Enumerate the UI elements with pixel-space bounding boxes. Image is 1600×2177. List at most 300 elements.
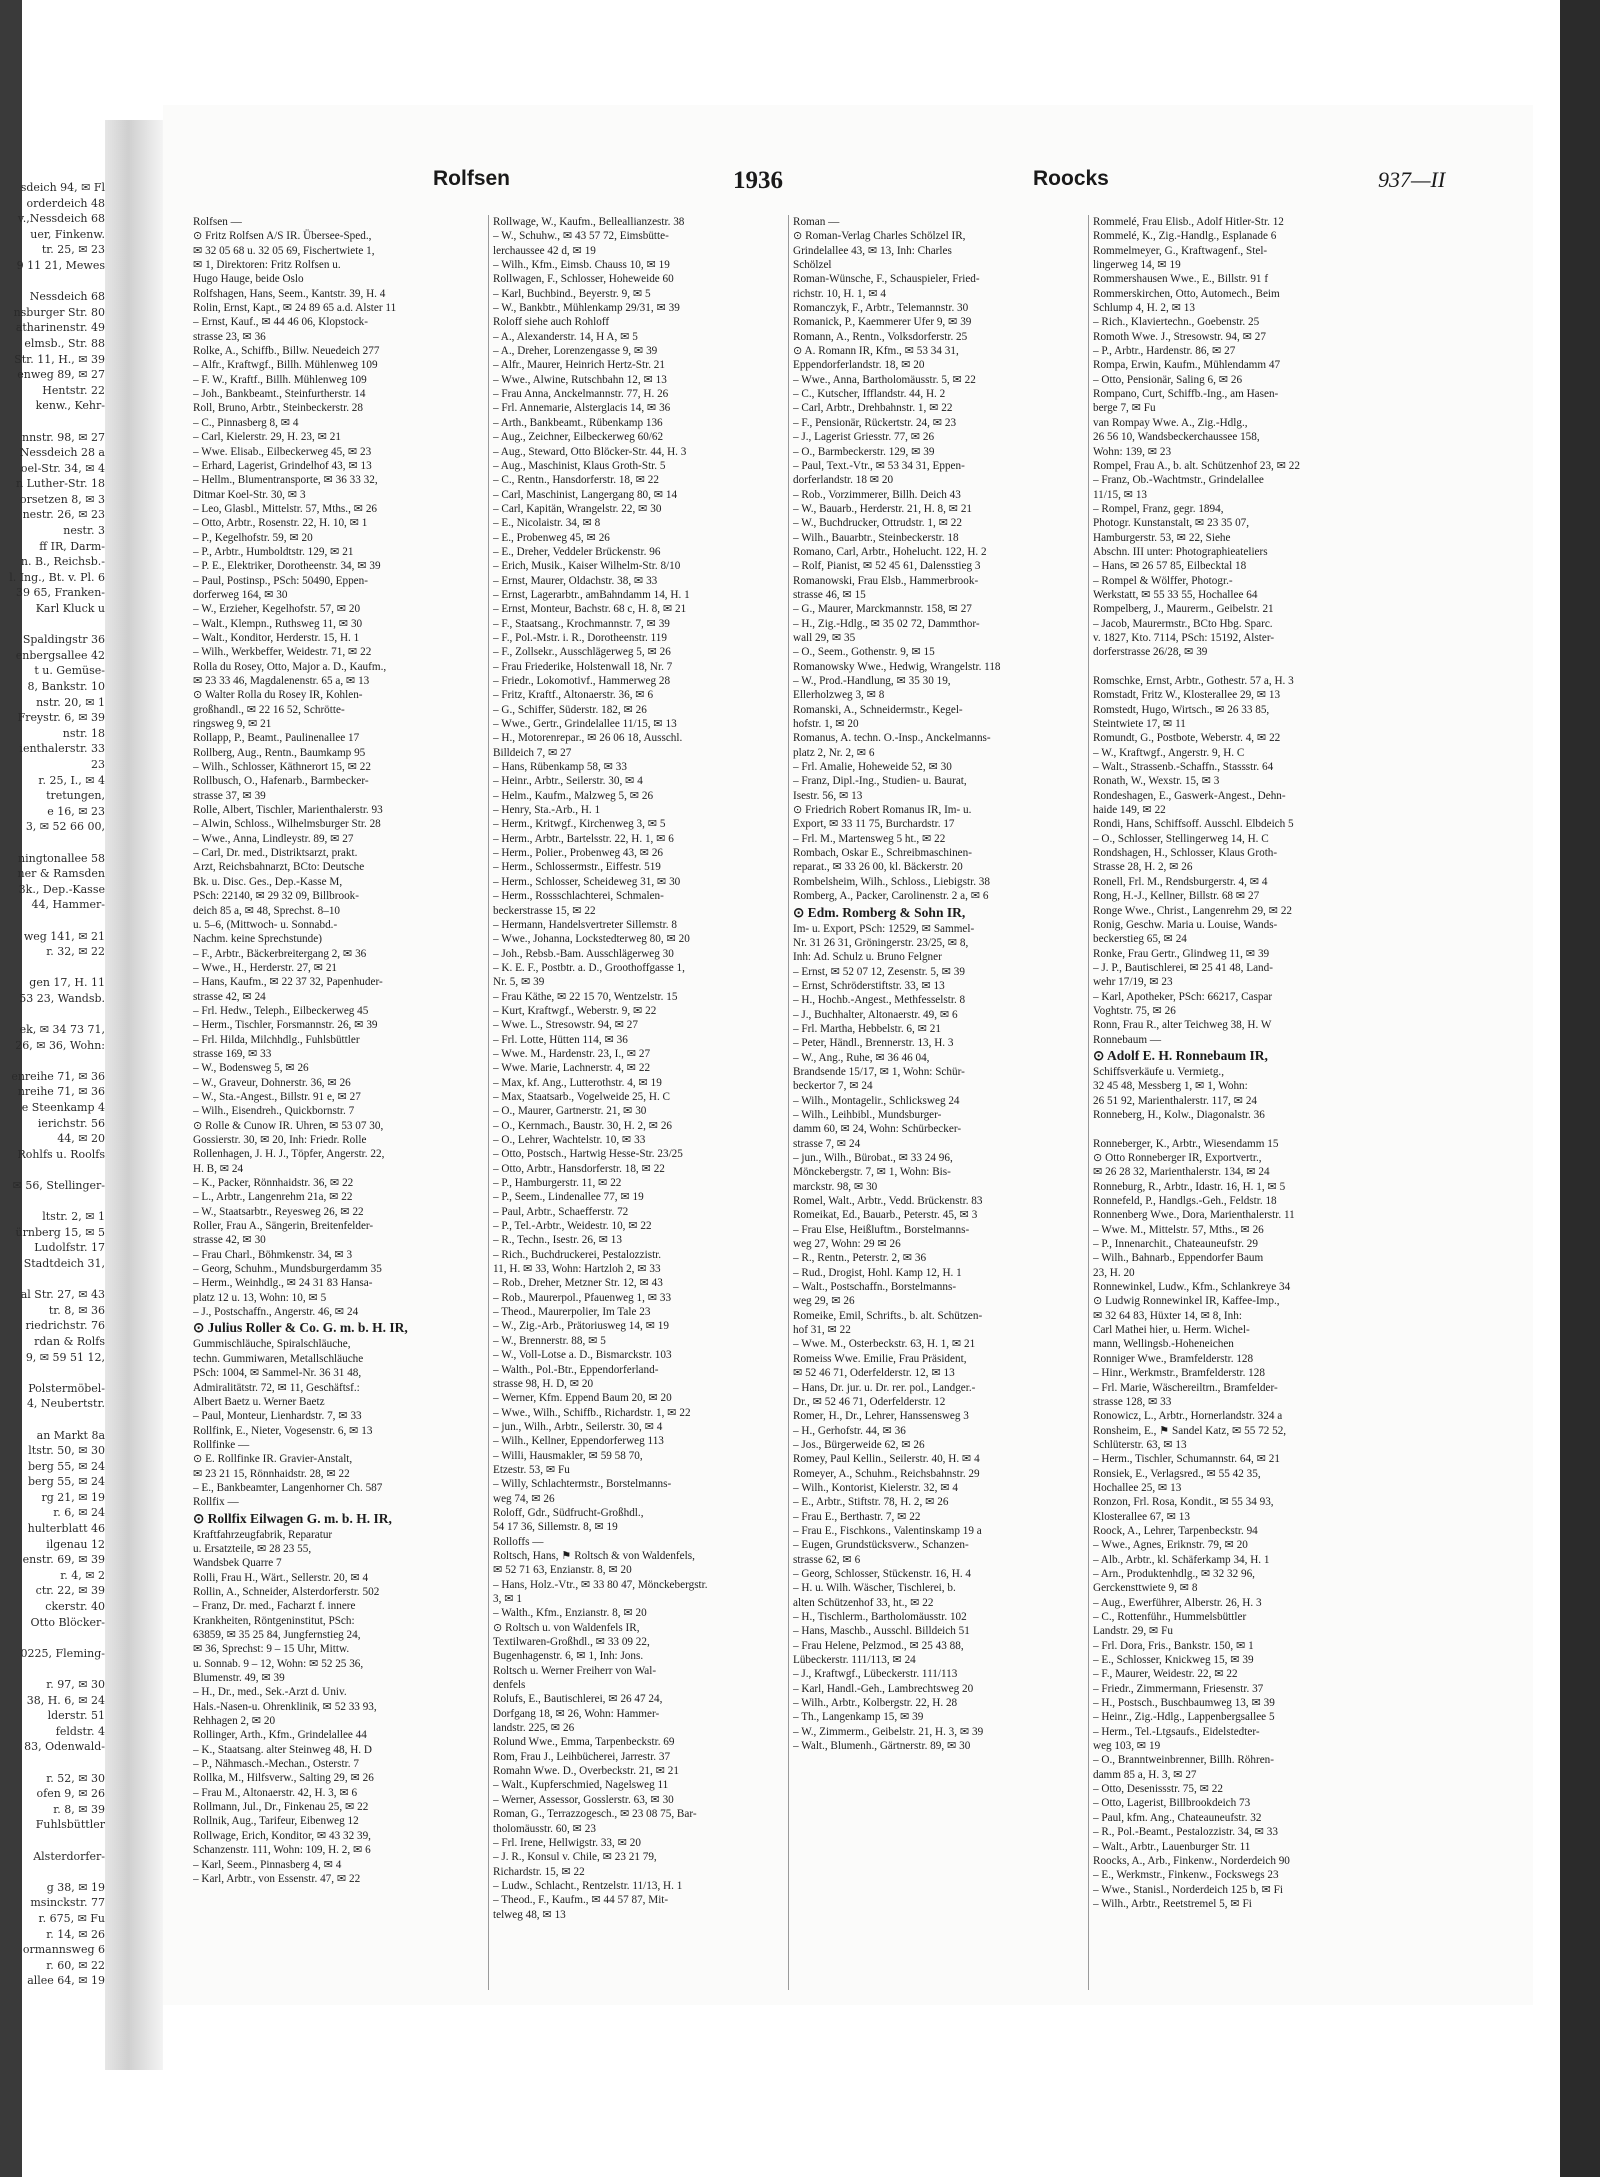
directory-entry-line: – Rolf, Pianist, ✉ 52 45 61, Dalensstieg 3 — [793, 560, 981, 573]
directory-entry-line: – Jos., Bürgerweide 62, ✉ 26 — [793, 1438, 925, 1451]
directory-entry-line: – K. E. F., Postbtr. a. D., Groothoffgasse 1, — [493, 961, 685, 974]
directory-entry-line: 26 56 10, Wandsbeckerchaussee 158, — [1093, 431, 1260, 444]
directory-entry-line: – L., Arbtr., Langenrehm 21a, ✉ 22 — [193, 1191, 353, 1204]
directory-entry-line: weg 27, Wohn: 29 ✉ 26 — [793, 1238, 901, 1251]
directory-entry-line: Nr. 5, ✉ 39 — [493, 976, 545, 989]
directory-entry-line: Rollfink, E., Nieter, Vogesenstr. 6, ✉ 13 — [193, 1424, 373, 1437]
directory-entry-line: marckstr. 98, ✉ 30 — [793, 1180, 878, 1193]
previous-page-fragment: uer, Finkenw. — [30, 227, 105, 241]
directory-entry-line: – Hans, Holz.-Vtr., ✉ 33 80 47, Mönckebergstr. — [493, 1578, 708, 1591]
directory-entry-line: wall 29, ✉ 35 — [793, 631, 856, 644]
directory-entry-line: Ronnebaum — — [1093, 1033, 1162, 1046]
directory-entry-line: – P., Nähmasch.-Mechan., Osterstr. 7 — [193, 1758, 359, 1771]
previous-page-fragment: 38, H. 6, ✉ 24 — [26, 1693, 105, 1707]
directory-entry-line: – Helm., Kaufm., Malzweg 5, ✉ 26 — [493, 789, 654, 802]
directory-entry-line: Rolloffs — — [493, 1535, 544, 1548]
directory-entry-line: Gummischläuche, Spiralschläuche, — [193, 1338, 351, 1351]
directory-entry-line: Romstedt, Hugo, Wirtsch., ✉ 26 33 85, — [1093, 703, 1270, 716]
directory-entry-line: Roman, G., Terrazzogesch., ✉ 23 08 75, Bar- — [493, 1808, 697, 1821]
directory-entry-line: ⊙ Ludwig Ronnewinkel IR, Kaffee-Imp., — [1093, 1295, 1280, 1308]
directory-entry-line: – Max, kf. Ang., Lutterothstr. 4, ✉ 19 — [493, 1076, 662, 1089]
directory-entry-line: – O., Maurer, Gartnerstr. 21, ✉ 30 — [493, 1105, 647, 1118]
directory-entry-line: – Carl, Kielerstr. 29, H. 23, ✉ 21 — [193, 431, 341, 444]
directory-entry-line: Roloff, Gdr., Südfrucht-Großhdl., — [493, 1506, 644, 1519]
directory-entry-line: – Wwe., Wilh., Schiffb., Richardstr. 1, ✉ 22 — [493, 1406, 691, 1419]
directory-entry-line: – Wilh., Bahnarb., Eppendorfer Baum — [1093, 1252, 1264, 1265]
directory-entry-line: – F., Staatsang., Krochmannstr. 7, ✉ 39 — [493, 617, 670, 630]
directory-column-4 — [1093, 215, 1385, 1990]
directory-entry-line: Rom, Frau J., Leihbücherei, Jarrestr. 37 — [493, 1750, 671, 1763]
directory-entry-line: – K., Staatsang. alter Steinweg 48, H. D — [193, 1743, 372, 1756]
directory-entry-line: – F., Pensionär, Rückertstr. 24, ✉ 23 — [793, 416, 957, 429]
directory-entry-line: Bk. u. Disc. Ges., Dep.-Kasse M, — [193, 875, 343, 888]
directory-entry-line: – Herm., Schlosser, Scheideweg 31, ✉ 30 — [493, 875, 681, 888]
directory-entry-line: 26 51 92, Marienthalerstr. 117, ✉ 24 — [1093, 1094, 1258, 1107]
directory-entry-line: – Heinr., Zig.-Hdlg., Lappenbergsallee 5 — [1093, 1711, 1275, 1724]
directory-entry-line: großhandl., ✉ 22 16 52, Schrötte- — [193, 703, 345, 716]
directory-entry-line: – J., Lagerist Griesstr. 77, ✉ 26 — [793, 431, 935, 444]
previous-page-fragment: Str. 11, H., ✉ 39 — [14, 352, 105, 366]
directory-entry-line: – P., Arbtr., Humboldtstr. 129, ✉ 21 — [193, 545, 354, 558]
directory-entry-line: Romeyer, A., Schuhm., Reichsbahnstr. 29 — [793, 1467, 980, 1480]
previous-page-fragment: riedrichstr. 76 — [25, 1319, 105, 1333]
directory-entry-line: Ronath, W., Wexstr. 15, ✉ 3 — [1093, 775, 1220, 788]
directory-entry-line: platz 2, Nr. 2, ✉ 6 — [793, 746, 875, 759]
directory-entry-line: Rollbusch, O., Hafenarb., Barmbecker- — [193, 775, 369, 788]
directory-entry-line: Romer, H., Dr., Lehrer, Hanssensweg 3 — [793, 1410, 969, 1423]
directory-entry-line: – Hinr., Werkmstr., Bramfelderstr. 128 — [1093, 1367, 1265, 1380]
previous-page-fragment: enbergsallee 42 — [15, 648, 105, 662]
previous-page-fragment: r. 32, ✉ 22 — [46, 945, 105, 959]
directory-entry-line: – Ludw., Schlacht., Rentzelstr. 11/13, H. 1 — [493, 1879, 683, 1892]
directory-column-1 — [193, 215, 485, 1990]
directory-entry-line: Rompa, Erwin, Kaufm., Mühlendamm 47 — [1093, 359, 1281, 372]
directory-entry-line: Rehhagen 2, ✉ 20 — [193, 1715, 276, 1728]
directory-entry-line: – Karl, Seem., Pinnasberg 4, ✉ 4 — [193, 1858, 342, 1871]
directory-entry-line: – H., Zig.-Hdlg., ✉ 35 02 72, Dammthor- — [793, 617, 980, 630]
previous-page-fragment — [0, 1365, 105, 1381]
directory-entry-line: – W., Zimmerm., Geibelstr. 21, H. 3, ✉ 39 — [793, 1725, 984, 1738]
directory-entry-line: Ronsheim, E., ⚑ Sandel Katz, ✉ 55 72 52, — [1093, 1424, 1287, 1437]
directory-entry-line: – Paul, kfm. Ang., Chateauneufstr. 32 — [1093, 1811, 1262, 1824]
directory-entry-line: Ronell, Frl. M., Rendsburgerstr. 4, ✉ 4 — [1093, 875, 1268, 888]
directory-entry-line: – Frau Friederike, Holstenwall 18, Nr. 7 — [493, 660, 673, 673]
directory-entry-line: – O., Barmbeckerstr. 129, ✉ 39 — [793, 445, 935, 458]
directory-entry-line: 32 45 48, Messberg 1, ✉ 1, Wohn: — [1093, 1080, 1248, 1093]
previous-page-fragment: n Luther-Str. 18 — [16, 477, 105, 491]
directory-entry-line: ⊙ Roman-Verlag Charles Schölzel IR, — [793, 230, 966, 243]
previous-page-fragment — [0, 1194, 105, 1210]
directory-entry-line: – Ernst, Lagerarbtr., amBahndamm 14, H. 1 — [493, 588, 690, 601]
previous-page-fragment: ilgenau 12 — [46, 1537, 105, 1551]
directory-entry-line: Wandsbek Quarre 7 — [193, 1557, 282, 1570]
directory-entry-line: damm 60, ✉ 24, Wohn: Schürbecker- — [793, 1123, 962, 1136]
directory-entry-line: – Alb., Arbtr., kl. Schäferkamp 34, H. 1 — [1093, 1553, 1270, 1566]
directory-entry-line: 11/15, ✉ 13 — [1093, 488, 1148, 501]
directory-entry-line: Rolke, A., Schiffb., Billw. Neuedeich 277 — [193, 345, 380, 358]
directory-entry-line: ⊙ Roltsch u. von Waldenfels IR, — [493, 1621, 640, 1634]
directory-entry-line: alten Schützenhof 33, ht., ✉ 22 — [793, 1596, 934, 1609]
previous-page-fragment: ek, ✉ 34 73 71, — [19, 1023, 105, 1037]
previous-page-fragment: Freystr. 6, ✉ 39 — [17, 711, 105, 725]
directory-entry-line: – O., Kernmach., Baustr. 30, H. 2, ✉ 26 — [493, 1119, 673, 1132]
directory-entry-line: – Carl, Dr. med., Distriktsarzt, prakt. — [193, 847, 358, 860]
directory-entry-line: – Herm., Rossschlachterei, Schmalen- — [493, 890, 664, 903]
directory-entry-line: Rollnik, Aug., Tarifeur, Eibenweg 12 — [193, 1815, 359, 1828]
directory-entry-line: – W., Graveur, Dohnerstr. 36, ✉ 26 — [193, 1076, 351, 1089]
directory-entry-line: – C., Pinnasberg 8, ✉ 4 — [193, 416, 299, 429]
directory-entry-line: – J. R., Konsul v. Chile, ✉ 23 21 79, — [493, 1851, 657, 1864]
previous-page-fragment: ormannsweg 6 — [22, 1943, 105, 1957]
directory-entry-line: – H., Dr., med., Sek.-Arzt d. Univ. — [193, 1686, 347, 1699]
directory-entry-line: beckerstieg 65, ✉ 24 — [1093, 933, 1187, 946]
directory-entry-line: lingerweg 14, ✉ 19 — [1093, 259, 1181, 272]
directory-entry-line: ✉ 52 46 71, Oderfelderstr. 12, ✉ 13 — [793, 1367, 955, 1380]
previous-page-fragment: r. 52, ✉ 30 — [46, 1771, 105, 1785]
directory-entry-line: – Wwe. M., Hardenstr. 23, I., ✉ 27 — [493, 1047, 651, 1060]
directory-entry-line: – Rob., Vorzimmerer, Billh. Deich 43 — [793, 488, 961, 501]
directory-entry-line: Ronzon, Frl. Rosa, Kondit., ✉ 55 34 93, — [1093, 1496, 1274, 1509]
column-divider — [788, 215, 789, 1990]
directory-entry-line: – Frau Anna, Anckelmannstr. 77, H. 26 — [493, 388, 669, 401]
directory-entry-line: – Rud., Drogist, Hohl. Kamp 12, H. 1 — [793, 1266, 962, 1279]
book-gutter — [105, 120, 163, 2070]
directory-entry-line: Rombelsheim, Wilh., Schloss., Liebigstr. 38 — [793, 875, 990, 888]
previous-page-fragment: ner & Ramsden — [17, 867, 105, 881]
directory-entry-line: Ellerholzweg 3, ✉ 8 — [793, 689, 885, 702]
previous-page-fragment: 26, ✉ 36, Wohn: — [15, 1038, 105, 1052]
directory-entry-line: – W., Bodensweg 5, ✉ 26 — [193, 1062, 309, 1075]
directory-entry-line: – Wwe. Marie, Lachnerstr. 4, ✉ 22 — [493, 1062, 651, 1075]
directory-entry-line: – Hans, Maschb., Ausschl. Billdeich 51 — [793, 1625, 970, 1638]
directory-entry-line: Rollapp, P., Beamt., Paulinenallee 17 — [193, 732, 360, 745]
previous-page-fragment — [0, 1272, 105, 1288]
previous-page-fragment: enweg 89, ✉ 27 — [17, 368, 105, 382]
directory-entry-line — [1093, 660, 1385, 674]
directory-entry-line: – Frau E., Berthastr. 7, ✉ 22 — [793, 1510, 921, 1523]
directory-entry-line: Romanick, P., Kaemmerer Ufer 9, ✉ 39 — [793, 316, 972, 329]
directory-column-3 — [793, 215, 1085, 1990]
directory-entry-line: lerchaussee 42 d, ✉ 19 — [493, 244, 596, 257]
directory-entry-line: platz 12 u. 13, Wohn: 10, ✉ 5 — [193, 1291, 327, 1304]
previous-page-fragment: 9 11 21, Mewes — [16, 258, 105, 272]
directory-entry-line: ✉ 26 28 32, Marienthalerstr. 134, ✉ 24 — [1093, 1166, 1270, 1179]
directory-entry-line: Ronowicz, L., Arbtr., Hornerlandstr. 324 a — [1093, 1410, 1283, 1423]
directory-entry-line: Werkstatt, ✉ 55 33 55, Hochallee 64 — [1093, 588, 1258, 601]
directory-entry-line: – Herm., Tischler, Forsmannstr. 26, ✉ 39 — [193, 1019, 378, 1032]
directory-entry-line: – E., Arbtr., Stiftstr. 78, H. 2, ✉ 26 — [793, 1496, 949, 1509]
previous-page-fragment: 8, Bankstr. 10 — [27, 680, 105, 693]
directory-entry-line: – Aug., Maschinist, Klaus Groth-Str. 5 — [493, 459, 666, 472]
previous-page-fragment: ltstr. 50, ✉ 30 — [28, 1444, 105, 1458]
directory-entry-line: – O., Schlosser, Stellingerweg 14, H. C — [1093, 832, 1269, 845]
directory-entry-line: Ronneberger, K., Arbtr., Wiesendamm 15 — [1093, 1137, 1279, 1150]
directory-entry-line: – R., Techn., Isestr. 26, ✉ 13 — [493, 1234, 622, 1247]
previous-page-fragment: 39 65, Franken- — [16, 586, 105, 600]
directory-entry-line: – Otto, Postsch., Hartwig Hesse-Str. 23/25 — [493, 1148, 683, 1161]
directory-entry-line: Krankheiten, Röntgeninstitut, PSch: — [193, 1614, 355, 1627]
directory-entry-line: – Heinr., Arbtr., Seilerstr. 30, ✉ 4 — [493, 775, 643, 788]
directory-entry-line: ⊙ A. Romann IR, Kfm., ✉ 53 34 31, — [793, 345, 959, 358]
directory-entry-line: – W., Brennerstr. 88, ✉ 5 — [493, 1334, 606, 1347]
directory-entry-line: beckertor 7, ✉ 24 — [793, 1080, 873, 1093]
directory-entry-line: Romberg, A., Packer, Carolinenstr. 2 a, ✉ 6 — [793, 890, 989, 903]
directory-entry-line: – Wwe., Agnes, Eriknstr. 79, ✉ 20 — [1093, 1539, 1248, 1552]
directory-entry-line: – E., Schlosser, Knickweg 15, ✉ 39 — [1093, 1654, 1254, 1667]
directory-entry-line: – Frl. Marie, Wäschereiltrn., Bramfelder- — [1093, 1381, 1278, 1394]
directory-entry-line: Rollinger, Arth., Kfm., Grindelallee 44 — [193, 1729, 367, 1742]
directory-entry-line: Blumenstr. 49, ✉ 39 — [193, 1672, 285, 1685]
directory-entry-line: Rondshagen, H., Schlosser, Klaus Groth- — [1093, 847, 1278, 860]
directory-entry-line: – F. W., Kraftf., Billh. Mühlenweg 109 — [193, 373, 367, 386]
directory-entry-line: weg 29, ✉ 26 — [793, 1295, 855, 1308]
directory-entry-line: Kraftfahrzeugfabrik, Reparatur — [193, 1528, 333, 1541]
directory-entry-line: – Th., Langenkamp 15, ✉ 39 — [793, 1711, 924, 1724]
previous-page-fragment: 3k., Dep.-Kasse — [18, 882, 105, 896]
directory-entry-line: – Walt., Postschaffn., Borstelmanns- — [793, 1281, 957, 1294]
directory-entry-line: – Peter, Händl., Brennerstr. 13, H. 3 — [793, 1037, 954, 1050]
directory-entry-line: Steintwiete 17, ✉ 11 — [1093, 718, 1186, 731]
directory-entry-line: – R., Pol.-Beamt., Pestalozzistr. 34, ✉ 33 — [1093, 1826, 1278, 1839]
directory-entry-line: – P., Kegelhofstr. 59, ✉ 20 — [193, 531, 313, 544]
directory-entry-line: Rollka, M., Hilfsverw., Salting 29, ✉ 26 — [193, 1772, 374, 1785]
directory-entry-line: Voghtstr. 75, ✉ 26 — [1093, 1004, 1176, 1017]
directory-entry-line: v. 1827, Kto. 7114, PSch: 15192, Alster- — [1093, 631, 1275, 644]
directory-entry-line: – H., Gerhofstr. 44, ✉ 36 — [793, 1424, 906, 1437]
directory-entry-line: Dr., ✉ 52 46 71, Oderfelderstr. 12 — [793, 1395, 946, 1408]
directory-entry-line: – E., Probenweg 45, ✉ 26 — [493, 531, 610, 544]
directory-entry-line: – Werner, Assessor, Gosslerstr. 63, ✉ 30 — [493, 1793, 674, 1806]
directory-entry-line: – Frl. Hilda, Milchhdlg., Fuhlsbüttler — [193, 1033, 360, 1046]
column-divider — [488, 215, 489, 1990]
directory-entry-line: – Carl, Arbtr., Drehbahnstr. 1, ✉ 22 — [793, 402, 953, 415]
directory-entry-line: ⊙ Walter Rolla du Rosey IR, Kohlen- — [193, 689, 363, 702]
previous-page-fragment: 23 — [91, 757, 105, 771]
directory-entry-line: – Rob., Maurerpol., Pfauenweg 1, ✉ 33 — [493, 1291, 672, 1304]
directory-entry-line: Rollwagen, F., Schlosser, Hoheweide 60 — [493, 273, 674, 286]
directory-entry-line: Romoth Wwe. J., Stresowstr. 94, ✉ 27 — [1093, 330, 1266, 343]
directory-entry-line: – Wwe., Gertr., Grindelallee 11/15, ✉ 13 — [493, 718, 677, 731]
directory-entry-line: Rommerskirchen, Otto, Automech., Beim — [1093, 287, 1280, 300]
directory-entry-line: Rompel, Frau A., b. alt. Schützenhof 23, ✉ 22 — [1093, 459, 1300, 472]
directory-entry-line: – Arth., Bankbeamt., Rübenkamp 136 — [493, 416, 663, 429]
directory-entry-line: – Willy, Schlachtermstr., Borstelmanns- — [493, 1478, 672, 1491]
directory-entry-line: Rollwage, Erich, Konditor, ✉ 43 32 39, — [193, 1829, 371, 1842]
directory-entry-line: – Walt., Strassenb.-Schaffn., Stassstr. 64 — [1093, 761, 1274, 774]
directory-entry-line: – W., Prod.-Handlung, ✉ 35 30 19, — [793, 675, 951, 687]
directory-entry-line: – H., Tischlerm., Bartholomäusstr. 102 — [793, 1611, 967, 1623]
scan-margin-right — [1560, 0, 1600, 2177]
directory-entry-line: – W., Sta.-Angest., Billstr. 91 e, ✉ 27 — [193, 1090, 361, 1103]
directory-entry-line: Billdeich 7, ✉ 27 — [493, 746, 572, 759]
directory-entry-line: Ronsiek, E., Verlagsred., ✉ 55 42 35, — [1093, 1467, 1261, 1480]
directory-entry-line: – Rompel, Franz, gegr. 1894, — [1093, 502, 1224, 515]
directory-entry-line: ✉ 32 05 68 u. 32 05 69, Fischertwiete 1, — [193, 244, 375, 257]
previous-page-fragment: enreihe 71, ✉ 36 — [11, 1069, 105, 1083]
directory-entry-line: – Ernst, Schröderstiftstr. 33, ✉ 13 — [793, 979, 945, 992]
directory-entry-line: Romano, Carl, Arbtr., Hohelucht. 122, H. 2 — [793, 545, 987, 558]
previous-page-fragment: orderdeich 48 — [26, 196, 105, 210]
previous-page-fragment — [0, 1755, 105, 1771]
directory-entry-line: – Otto, Lagerist, Billbrookdeich 73 — [1093, 1797, 1251, 1810]
directory-entry-line: Richardstr. 15, ✉ 22 — [493, 1865, 585, 1878]
directory-entry-line: – Hans, Kaufm., ✉ 22 37 32, Papenhuder- — [193, 976, 383, 989]
previous-page-fragment: Alsterdorfer- — [33, 1849, 105, 1863]
previous-page-fragment: allee 64, ✉ 19 — [27, 1974, 105, 1988]
directory-entry-line: – Fritz, Kraftf., Altonaerstr. 36, ✉ 6 — [493, 689, 654, 702]
directory-entry-line: ✉ 1, Direktoren: Fritz Rolfsen u. — [193, 259, 341, 272]
directory-entry-line: ⊙ Julius Roller & Co. G. m. b. H. IR, — [193, 1320, 408, 1336]
directory-entry-line: Inh: Ad. Schulz u. Bruno Felgner — [793, 951, 942, 964]
directory-entry-line: 54 17 36, Sillemstr. 8, ✉ 19 — [493, 1521, 618, 1534]
previous-page-fragment: Ludolfstr. 17 — [34, 1241, 105, 1255]
directory-entry-line: – Hermann, Handelsvertreter Sillemstr. 8 — [493, 918, 677, 931]
directory-entry-line: – F., Pol.-Mstr. i. R., Dorotheenstr. 119 — [493, 631, 667, 644]
directory-entry-line: ✉ 36, Sprechst: 9 – 15 Uhr, Mittw. — [193, 1643, 350, 1656]
directory-entry-line: – Hans, ✉ 26 57 85, Eilbecktal 18 — [1093, 560, 1247, 573]
directory-entry-line: Isestr. 56, ✉ 13 — [793, 789, 863, 802]
previous-page-fragment: Fuhlsbüttler — [35, 1818, 105, 1832]
directory-entry-line: ✉ 52 71 63, Enzianstr. 8, ✉ 20 — [493, 1564, 632, 1577]
directory-entry-line: – Frl. Amalie, Hoheweide 52, ✉ 30 — [793, 761, 952, 774]
directory-entry-line: – Theod., Maurerpolier, Im Tale 23 — [493, 1306, 651, 1319]
previous-page-fragment: 83, Odenwald- — [24, 1740, 105, 1754]
directory-entry-line: Rollmann, Jul., Dr., Finkenau 25, ✉ 22 — [193, 1801, 369, 1814]
directory-entry-line: Rollfix — — [193, 1496, 239, 1509]
directory-entry-line: – J., Kraftwgf., Lübeckerstr. 111/113 — [793, 1668, 958, 1681]
directory-entry-line: Rompano, Curt, Schiffb.-Ing., am Hasen- — [1093, 388, 1279, 401]
directory-entry-line: Hochallee 25, ✉ 13 — [1093, 1481, 1182, 1494]
directory-entry-line: – Herm., Kritwgf., Kirchenweg 3, ✉ 5 — [493, 818, 666, 831]
directory-entry-line: – P. E., Elektriker, Dorotheenstr. 34, ✉ 39 — [193, 560, 381, 573]
previous-page-fragment: ierichstr. 56 — [37, 1116, 105, 1130]
directory-entry-line: hofstr. 1, ✉ 20 — [793, 718, 859, 731]
directory-entry-line: – Arn., Produktenhdlg., ✉ 32 32 96, — [1093, 1567, 1255, 1580]
directory-entry-line: – J. P., Bautischlerei, ✉ 25 41 48, Land- — [1093, 961, 1273, 974]
directory-entry-line: – W., Bankbtr., Mühlenkamp 29/31, ✉ 39 — [493, 302, 680, 315]
directory-entry-line: – Wilh., Eisendreh., Quickbornstr. 7 — [193, 1105, 355, 1118]
directory-entry-line: – Wwe., Anna, Lindleystr. 89, ✉ 27 — [193, 832, 354, 845]
directory-entry-line: – Carl, Kapitän, Wrangelstr. 22, ✉ 30 — [493, 502, 662, 515]
directory-entry-line: Ronke, Frau Gertr., Glindweg 11, ✉ 39 — [1093, 947, 1270, 960]
previous-page-fragment: hulterblatt 46 — [27, 1522, 105, 1536]
directory-entry-line: – Rompel & Wölffer, Photogr.- — [1093, 574, 1233, 587]
previous-page-fragment — [0, 1053, 105, 1069]
directory-entry-line: – Wwe., Anna, Bartholomäusstr. 5, ✉ 22 — [793, 373, 976, 386]
directory-entry-line: – H. u. Wilh. Wäscher, Tischlerei, b. — [793, 1582, 956, 1595]
directory-entry-line: ⊙ Edm. Romberg & Sohn IR, — [793, 904, 966, 920]
previous-page-fragment: nsburger Str. 80 — [13, 305, 105, 319]
directory-entry-line: – Frl. Lotte, Hütten 114, ✉ 36 — [493, 1033, 628, 1046]
previous-page-fragment: e 16, ✉ 23 — [47, 804, 105, 818]
directory-entry-line: Carl Mathei hier, u. Herm. Wichel- — [1093, 1324, 1250, 1337]
directory-entry-line: – Walt., Blumenh., Gärtnerstr. 89, ✉ 30 — [793, 1740, 971, 1753]
directory-entry-line: Etzestr. 53, ✉ Fu — [493, 1463, 570, 1476]
directory-entry-line: – Rob., Dreher, Metzner Str. 12, ✉ 43 — [493, 1277, 663, 1290]
directory-entry-line: Schlüterstr. 63, ✉ 13 — [1093, 1438, 1187, 1451]
directory-entry-line: strasse 62, ✉ 6 — [793, 1553, 861, 1566]
directory-entry-line: – Otto, Arbtr., Rosenstr. 22, H. 10, ✉ 1 — [193, 517, 368, 530]
directory-entry-line: – Frau E., Fischkons., Valentinskamp 19 a — [793, 1524, 982, 1537]
directory-entry-line: hof 31, ✉ 22 — [793, 1324, 851, 1337]
previous-page-fragment — [0, 960, 105, 976]
directory-entry-line: Landstr. 29, ✉ Fu — [1093, 1625, 1173, 1638]
directory-entry-line: – A., Alexanderstr. 14, H A, ✉ 5 — [493, 330, 638, 343]
directory-entry-line: Romeiss Wwe. Emilie, Frau Präsident, — [793, 1352, 967, 1365]
directory-entry-line: – H., Motorenrepar., ✉ 26 06 18, Ausschl. — [493, 732, 683, 745]
directory-entry-line: Romanowsky Wwe., Hedwig, Wrangelstr. 118 — [793, 660, 1001, 673]
directory-entry-line: Rolla du Rosey, Otto, Major a. D., Kaufm., — [193, 660, 387, 673]
previous-page-fragment: nnstr. 98, ✉ 27 — [22, 430, 105, 444]
directory-entry-line: Rondi, Hans, Schiffsoff. Ausschl. Elbdeich 5 — [1093, 818, 1294, 831]
previous-page-edge — [0, 180, 105, 2050]
directory-entry-line: – Erich, Musik., Kaiser Wilhelm-Str. 8/10 — [493, 560, 681, 573]
directory-entry-line: Lübeckerstr. 111/113, ✉ 24 — [793, 1654, 916, 1667]
directory-entry-line: – Paul, Arbtr., Schaefferstr. 72 — [493, 1205, 629, 1218]
directory-entry-line: – Joh., Rebsb.-Bam. Ausschlägerweg 30 — [493, 947, 674, 960]
directory-entry-line: ⊙ Rolle & Cunow IR. Uhren, ✉ 53 07 30, — [193, 1119, 384, 1132]
directory-entry-line: – Wilh., Montagelir., Schlicksweg 24 — [793, 1094, 960, 1107]
directory-entry-line: Romahn Wwe. D., Overbeckstr. 21, ✉ 21 — [493, 1765, 679, 1778]
previous-page-fragment: nreihe 71, ✉ 36 — [17, 1085, 105, 1099]
directory-entry-line: – O., Branntweinbrenner, Billh. Röhren- — [1093, 1754, 1274, 1767]
directory-entry-line: – Herm., Schlossermstr., Eiffestr. 519 — [493, 861, 661, 874]
directory-entry-line: – jun., Wilh., Arbtr., Seilerstr. 30, ✉ 4 — [493, 1420, 663, 1433]
directory-entry-line: – Aug., Zeichner, Eilbeckerweg 60/62 — [493, 431, 664, 444]
directory-entry-line: ⊙ E. Rollfinke IR. Gravier-Anstalt, — [193, 1453, 353, 1466]
directory-entry-line: – Wwe., Stanisl., Norderdeich 125 b, ✉ Fi — [1093, 1883, 1284, 1896]
directory-entry-line: Romel, Walt., Arbtr., Vedd. Brückenstr. 83 — [793, 1195, 983, 1208]
directory-entry-line: Ronnewinkel, Ludw., Kfm., Schlankreye 34 — [1093, 1281, 1291, 1294]
directory-entry-line: – C., Rottenführ., Hummelsbüttler — [1093, 1611, 1247, 1623]
directory-entry-line: – Wwe. L., Stresowstr. 94, ✉ 27 — [493, 1019, 638, 1032]
directory-entry-line: Mönckebergstr. 7, ✉ 1, Wohn: Bis- — [793, 1166, 951, 1179]
directory-entry-line: – W., Bauarb., Herderstr. 21, H. 8, ✉ 21 — [793, 502, 973, 515]
directory-entry-line: strasse 7, ✉ 24 — [793, 1137, 861, 1150]
directory-entry-line: – Otto, Desenissstr. 75, ✉ 22 — [1093, 1783, 1223, 1796]
header-left-keyword: Rolfsen — [433, 167, 511, 190]
directory-entry-line: Rolund Wwe., Emma, Tarpenbeckstr. 69 — [493, 1736, 675, 1749]
directory-entry-line: – E., Bankbeamter, Langenhorner Ch. 587 — [193, 1481, 383, 1494]
directory-entry-line: Roman — — [793, 216, 840, 228]
directory-entry-line: Ronnenberg Wwe., Dora, Marienthalerstr. 11 — [1093, 1209, 1295, 1222]
directory-entry-line: – Ernst, Maurer, Oldachstr. 38, ✉ 33 — [493, 574, 658, 587]
directory-entry-line: – Joh., Bankbeamt., Steinfurtherstr. 14 — [193, 388, 366, 401]
directory-entry-line: – Kurt, Kraftwgf., Weberstr. 9, ✉ 22 — [493, 1004, 657, 1017]
directory-entry-line: – H., Postsch., Buschbaumweg 13, ✉ 39 — [1093, 1697, 1275, 1710]
directory-entry-line: 23, H. 20 — [1093, 1266, 1135, 1279]
directory-entry-line: – Wilh., Schlosser, Käthnerort 15, ✉ 22 — [193, 761, 371, 774]
previous-page-fragment: feldstr. 4 — [55, 1724, 105, 1738]
directory-entry-line: – W., Buchdrucker, Ottrudstr. 1, ✉ 22 — [793, 517, 962, 530]
directory-entry-line: PSch: 22140, ✉ 29 32 09, Billbrook- — [193, 890, 360, 903]
directory-entry-line: Grindelallee 43, ✉ 13, Inh: Charles — [793, 244, 952, 257]
directory-entry-line: – Frl. Irene, Hellwigstr. 33, ✉ 20 — [493, 1836, 641, 1849]
directory-entry-line: – C., Kutscher, Ifflandstr. 44, H. 2 — [793, 388, 946, 401]
directory-entry-line: 63859, ✉ 35 25 84, Jungfernstieg 24, — [193, 1629, 361, 1641]
directory-entry-line: – Frl. Hedw., Teleph., Eilbeckerweg 45 — [193, 1004, 369, 1017]
directory-entry-line: Rolufs, E., Bautischlerei, ✉ 26 47 24, — [493, 1693, 663, 1706]
previous-page-fragment: weg 141, ✉ 21 — [23, 929, 105, 943]
directory-entry-line: Brandsende 15/17, ✉ 1, Wohn: Schür- — [793, 1065, 965, 1078]
directory-entry-line: – Herm., Arbtr., Bartelsstr. 22, H. 1, ✉ 6 — [493, 832, 674, 845]
directory-entry-line: strasse 37, ✉ 39 — [193, 789, 266, 802]
directory-entry-line: – Franz, Ob.-Wachtmstr., Grindelallee — [1093, 474, 1264, 487]
directory-entry-line: – Alfr., Kraftwgf., Billh. Mühlenweg 109 — [193, 359, 378, 372]
directory-entry-line: – G., Maurer, Marckmannstr. 158, ✉ 27 — [793, 603, 972, 616]
directory-entry-line: strasse 98, H. D, ✉ 20 — [493, 1377, 594, 1390]
directory-entry-line: strasse 169, ✉ 33 — [193, 1047, 272, 1060]
